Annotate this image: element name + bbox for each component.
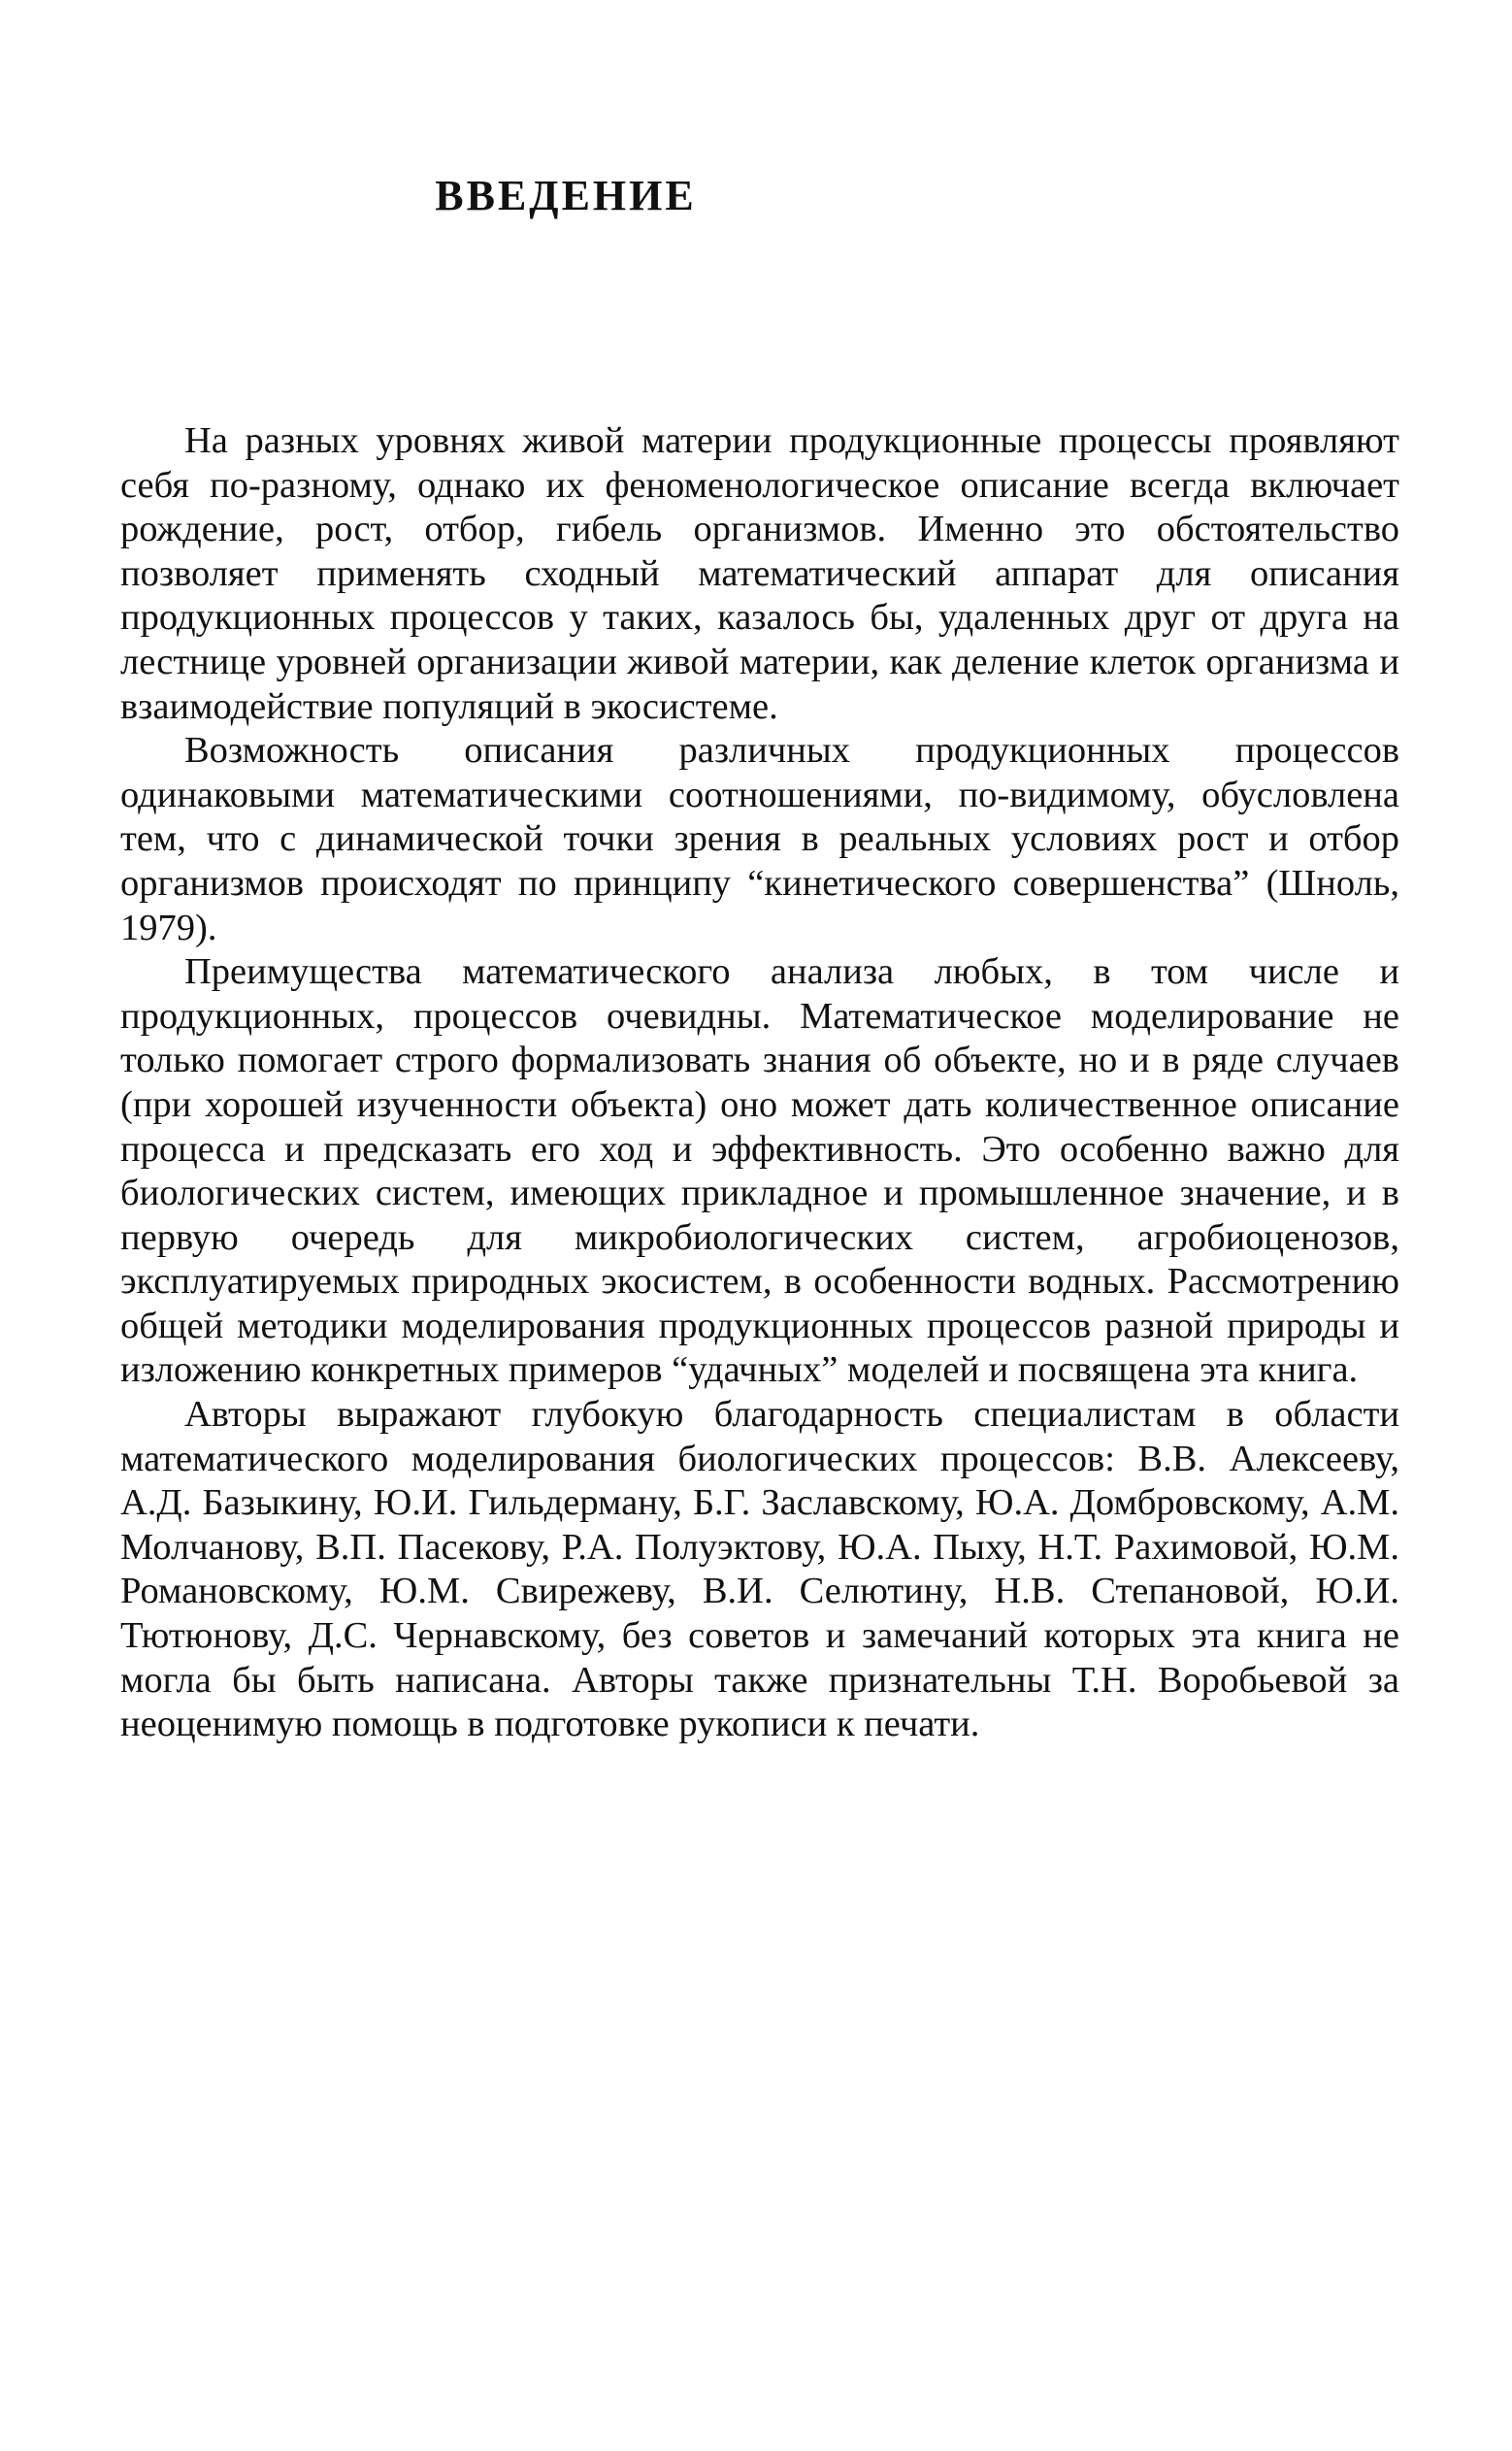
paragraph-4: Авторы выражают глубокую благодарность специалистам в области математического моделирования биологических процессов: В.В. Алексееву, А.Д. Базыкину, Ю.И. Гильдерману, Б.Г. Заславскому, Ю.А. Домбровскому, А.М. Молчанову, В.П. Пасекову, Р.А. Полуэктову, Ю.А. Пыху, Н.Т. Рахимовой, Ю.М. Романовскому, Ю.М. Свирежеву, В.И. Селютину, Н.В. Степановой, Ю.И. Тютюнову, Д.С. Чернавскому, без советов и замечаний которых эта книга не могла бы быть написана. Авторы также признательны Т.Н. Воробьевой за неоценимую помощь в подготовке рукописи к печати.	[120, 1394, 1399, 1745]
page-title: ВВЕДЕНИЕ	[435, 172, 697, 219]
paragraph-2: Возможность описания различных продукционных процессов одинаковыми математическими соотношениями, по-видимому, обусловлена тем, что с динамической точки зрения в реальных условиях рост и отбор организмов происходят по принципу “кинетического совершенства” (Шноль, 1979).	[120, 730, 1399, 948]
paragraph-1: На разных уровнях живой материи продукционные процессы проявляют себя по-разному, однако их феноменологическое описание всегда включает рождение, рост, отбор, гибель организмов. Именно это обстоятельство позволяет применять сходный математический аппарат для описания продукционных процессов у таких, казалось бы, удаленных друг от друга на лестнице уровней организации живой материи, как деление клеток организма и взаимодействие популяций в экосистеме.	[120, 420, 1399, 727]
body-text	[120, 419, 1399, 1747]
paragraph-3: Преимущества математического анализа любых, в том числе и продукционных, процессов очевидны. Математическое моделирование не только помогает строго формализовать знания об объекте, но и в ряде случаев (при хорошей изученности объекта) оно может дать количественное описание процесса и предсказать его ход и эффективность. Это особенно важно для биологических систем, имеющих прикладное и промышленное значение, и в первую очередь для микробиологических систем, агробиоценозов, эксплуатируемых природных экосистем, в особенности водных. Рассмотрению общей методики моделирования продукционных процессов разной природы и изложению конкретных примеров “удачных” моделей и посвящена эта книга.	[120, 951, 1399, 1391]
